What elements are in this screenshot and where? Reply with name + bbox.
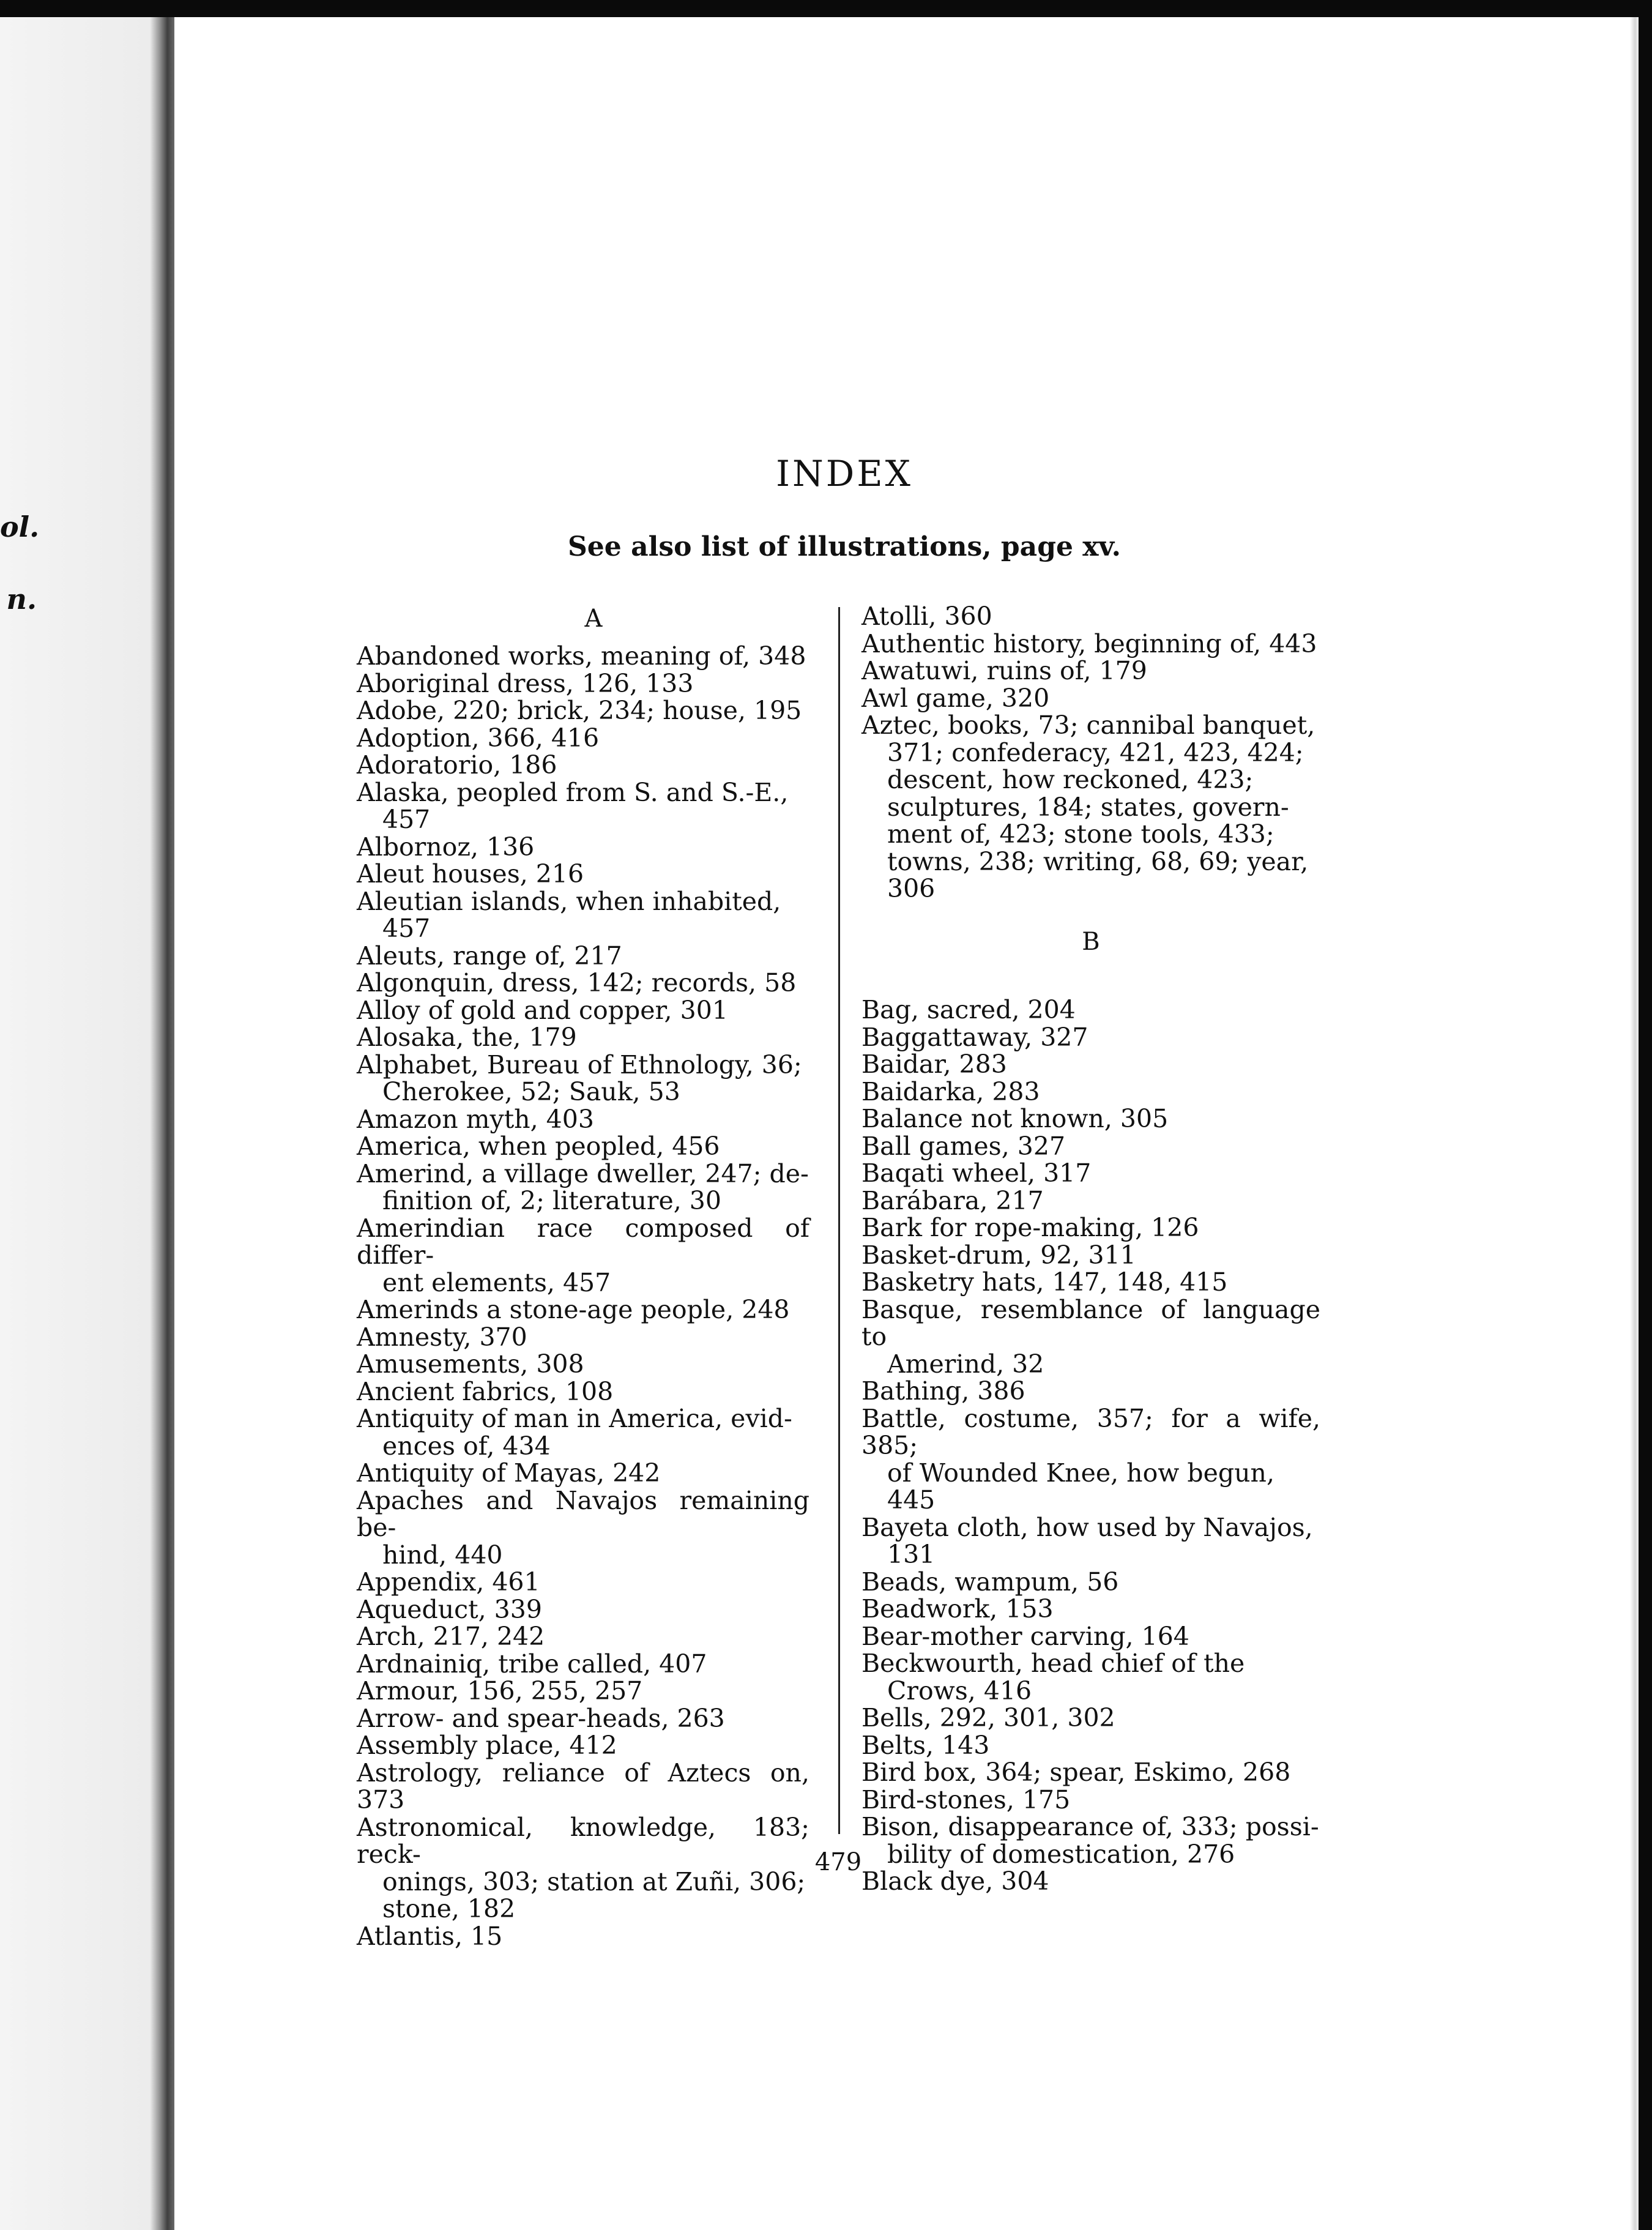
index-entry <box>357 833 809 861</box>
index-entry-line: Beads, wampum, 56 <box>861 1567 1119 1597</box>
index-entry-line: Amusements, 308 <box>357 1349 584 1379</box>
index-entry <box>357 1160 809 1215</box>
index-entry-line: Antiquity of Mayas, 242 <box>357 1458 661 1488</box>
index-column-left <box>357 643 809 1950</box>
facing-page-text-fragment: n. <box>6 583 37 616</box>
index-entry <box>861 1214 1320 1242</box>
index-entry-line: Ancient fabrics, 108 <box>357 1376 614 1406</box>
index-entry-line: Battle, costume, 357; for a wife, 385; <box>861 1403 1320 1460</box>
index-entry <box>861 1160 1320 1187</box>
index-entry-line: Aleut houses, 216 <box>357 859 584 889</box>
index-entry-line: Arch, 217, 242 <box>357 1622 545 1651</box>
index-entry <box>861 685 1320 712</box>
index-entry-line: Appendix, 461 <box>357 1567 540 1597</box>
index-entry <box>861 1704 1320 1732</box>
index-entry <box>357 697 809 725</box>
index-entry <box>357 1106 809 1133</box>
index-entry <box>861 1242 1320 1269</box>
index-entry-line: Atolli, 360 <box>861 602 992 631</box>
index-entry-line: Bear-mother carving, 164 <box>861 1621 1189 1651</box>
page-subtitle: See also list of illustrations, page xv. <box>568 531 1121 562</box>
index-entry-line: Baidarka, 283 <box>861 1076 1040 1106</box>
index-entry-line: Algonquin, dress, 142; records, 58 <box>357 968 797 998</box>
index-entry <box>861 1595 1320 1623</box>
index-entry <box>861 1813 1320 1868</box>
index-entry <box>861 1623 1320 1650</box>
index-entry-line: Alosaka, the, 179 <box>357 1023 577 1052</box>
index-entry <box>357 725 809 752</box>
index-entry <box>861 1759 1320 1786</box>
index-entry-line: Antiquity of man in America, evid- <box>357 1404 792 1433</box>
index-entry <box>861 1786 1320 1814</box>
index-entry-line: Aboriginal dress, 126, 133 <box>357 668 694 698</box>
index-entry-line: Astrology, reliance of Aztecs on, 373 <box>357 1758 809 1814</box>
index-entry-line: Alaska, peopled from S. and S.-E., <box>357 777 789 807</box>
index-entry <box>861 1378 1320 1405</box>
index-entry-line: Adoption, 366, 416 <box>357 723 600 753</box>
index-entry <box>861 1024 1320 1051</box>
index-entry-line: Beadwork, 153 <box>861 1594 1054 1624</box>
index-entry <box>861 1078 1320 1106</box>
index-entry-line: Awl game, 320 <box>861 683 1050 713</box>
index-entry <box>357 942 809 970</box>
index-entry-continuation: 306 <box>887 874 936 903</box>
index-entry <box>357 1759 809 1814</box>
index-entry <box>861 1105 1320 1133</box>
index-entry-line: Armour, 156, 255, 257 <box>357 1676 643 1706</box>
index-entry-continuation: 371; confederacy, 421, 423, 424; <box>887 737 1304 767</box>
page-title: INDEX <box>776 453 913 494</box>
index-entry-line: Bathing, 386 <box>861 1376 1025 1406</box>
index-entry <box>357 1677 809 1705</box>
index-entry-line: Ball games, 327 <box>861 1131 1066 1161</box>
index-entry-line: Assembly place, 412 <box>357 1731 617 1760</box>
index-entry <box>357 997 809 1024</box>
column-divider <box>838 607 840 1834</box>
index-entry <box>861 603 1320 630</box>
index-entry <box>861 1296 1320 1378</box>
index-entry-line: Ardnainiq, tribe called, 407 <box>357 1649 707 1679</box>
index-entry-line: Bark for rope-making, 126 <box>861 1213 1199 1242</box>
index-entry-line: Baggattaway, 327 <box>861 1022 1088 1052</box>
index-entry-continuation: Crows, 416 <box>887 1676 1032 1706</box>
index-entry-line: Belts, 143 <box>861 1730 990 1760</box>
index-entry-line: America, when peopled, 456 <box>357 1132 720 1161</box>
index-entry-continuation: 445 <box>887 1485 936 1515</box>
index-entry-line: Aqueduct, 339 <box>357 1594 542 1624</box>
index-entry <box>861 1514 1320 1568</box>
index-entry <box>357 1405 809 1460</box>
index-entry-line: Barábara, 217 <box>861 1185 1044 1215</box>
index-entry-continuation: finition of, 2; literature, 30 <box>382 1186 721 1215</box>
index-entry <box>357 888 809 942</box>
index-entry <box>357 1460 809 1487</box>
index-entry-line: Baidar, 283 <box>861 1050 1007 1079</box>
index-entry <box>357 1024 809 1051</box>
index-entry-continuation: 457 <box>382 914 431 943</box>
index-entry-line: Aleutian islands, when inhabited, <box>357 886 781 916</box>
index-entry <box>357 1923 809 1950</box>
index-entry <box>861 657 1320 685</box>
scan-top-border <box>0 0 1652 17</box>
index-column-right-b <box>861 996 1320 1895</box>
section-letter-b: B <box>1082 928 1100 956</box>
index-entry-continuation: ent elements, 457 <box>382 1267 611 1297</box>
index-entry-line: Amerinds a stone-age people, 248 <box>357 1295 790 1324</box>
index-entry <box>861 1051 1320 1078</box>
index-entry-line: Bells, 292, 301, 302 <box>861 1703 1115 1732</box>
index-entry-line: Bag, sacred, 204 <box>861 995 1076 1024</box>
index-entry-continuation: ment of, 423; stone tools, 433; <box>887 819 1274 849</box>
index-entry <box>861 630 1320 658</box>
index-entry-line: Astronomical, knowledge, 183; reck- <box>357 1812 809 1869</box>
index-entry-continuation: sculptures, 184; states, govern- <box>887 792 1289 822</box>
index-entry <box>861 1269 1320 1296</box>
index-entry <box>357 751 809 779</box>
index-entry-line: Aleuts, range of, 217 <box>357 941 622 971</box>
index-entry <box>357 1732 809 1759</box>
scan-right-border <box>1639 0 1652 2230</box>
index-entry-line: Balance not known, 305 <box>861 1104 1169 1133</box>
index-entry <box>357 779 809 833</box>
page-right-edge <box>1630 17 1639 2230</box>
index-entry-line: Bird box, 364; spear, Eskimo, 268 <box>861 1758 1291 1787</box>
index-entry-continuation: hind, 440 <box>382 1540 503 1570</box>
index-entry <box>357 670 809 698</box>
index-entry <box>861 1732 1320 1759</box>
index-entry-continuation: towns, 238; writing, 68, 69; year, <box>887 846 1309 876</box>
index-entry <box>861 1650 1320 1704</box>
index-entry <box>357 1296 809 1324</box>
index-entry <box>357 1051 809 1106</box>
index-entry <box>357 1596 809 1624</box>
index-entry-line: Baqati wheel, 317 <box>861 1158 1092 1188</box>
index-entry <box>861 996 1320 1024</box>
index-entry-continuation: ences of, 434 <box>382 1431 551 1461</box>
index-entry <box>357 1623 809 1650</box>
index-entry <box>357 1133 809 1160</box>
index-entry-line: Beckwourth, head chief of the <box>861 1649 1245 1678</box>
index-entry <box>357 1487 809 1569</box>
index-entry-line: Adoratorio, 186 <box>357 750 557 780</box>
index-entry-continuation: 131 <box>887 1540 936 1569</box>
index-entry <box>357 1650 809 1678</box>
index-entry <box>357 1568 809 1596</box>
index-entry-line: Basket-drum, 92, 311 <box>861 1240 1136 1270</box>
index-entry-continuation: descent, how reckoned, 423; <box>887 765 1254 794</box>
page-number: 479 <box>814 1848 862 1876</box>
index-column-right-a <box>861 603 1320 903</box>
index-entry-line: Atlantis, 15 <box>357 1921 503 1951</box>
index-entry <box>861 1187 1320 1215</box>
index-entry-continuation: onings, 303; station at Zuñi, 306; <box>382 1866 806 1896</box>
index-entry-line: Bayeta cloth, how used by Navajos, <box>861 1512 1313 1542</box>
index-entry-continuation: Amerind, 32 <box>887 1349 1044 1379</box>
index-entry-continuation: 457 <box>382 805 431 834</box>
index-entry <box>861 1568 1320 1596</box>
index-entry-line: Amazon myth, 403 <box>357 1104 594 1134</box>
index-entry <box>357 860 809 888</box>
index-entry-line: Apaches and Navajos remaining be- <box>357 1485 809 1542</box>
index-entry <box>357 1705 809 1732</box>
facing-page-text-fragment: ol. <box>0 510 40 543</box>
index-entry-line: Abandoned works, meaning of, 348 <box>357 641 806 671</box>
index-entry-line: Amnesty, 370 <box>357 1322 527 1352</box>
index-entry <box>357 1814 809 1923</box>
index-entry-line: Basque, resemblance of language to <box>861 1294 1320 1351</box>
index-entry-line: Basketry hats, 147, 148, 415 <box>861 1267 1228 1297</box>
index-entry-line: Adobe, 220; brick, 234; house, 195 <box>357 696 802 725</box>
index-entry <box>357 1351 809 1378</box>
index-entry <box>357 1215 809 1297</box>
facing-page-edge <box>0 17 174 2230</box>
index-entry <box>861 1868 1320 1895</box>
index-entry-line: Amerind, a village dweller, 247; de- <box>357 1158 809 1188</box>
index-entry-continuation: bility of domestication, 276 <box>887 1839 1235 1869</box>
index-entry <box>357 1324 809 1351</box>
index-entry-line: Amerindian race composed of differ- <box>357 1213 809 1270</box>
index-entry <box>357 643 809 670</box>
index-entry <box>861 712 1320 903</box>
index-entry-continuation: of Wounded Knee, how begun, <box>887 1458 1274 1488</box>
index-entry <box>861 1133 1320 1160</box>
index-entry <box>861 1405 1320 1514</box>
index-entry-line: Authentic history, beginning of, 443 <box>861 628 1317 658</box>
index-entry-continuation: Cherokee, 52; Sauk, 53 <box>382 1077 680 1106</box>
index-entry-line: Arrow- and spear-heads, 263 <box>357 1703 725 1733</box>
index-entry-line: Alloy of gold and copper, 301 <box>357 995 728 1025</box>
index-entry-line: Bird-stones, 175 <box>861 1784 1071 1814</box>
index-entry-continuation: stone, 182 <box>382 1894 516 1923</box>
index-entry <box>357 969 809 997</box>
index-entry-line: Albornoz, 136 <box>357 832 535 862</box>
index-entry-line: Awatuwi, ruins of, 179 <box>861 656 1147 685</box>
index-entry <box>357 1378 809 1406</box>
index-entry-line: Aztec, books, 73; cannibal banquet, <box>861 710 1315 740</box>
index-entry-line: Alphabet, Bureau of Ethnology, 36; <box>357 1050 802 1080</box>
section-letter-a: A <box>584 605 603 633</box>
index-entry-line: Black dye, 304 <box>861 1866 1049 1896</box>
index-entry-line: Bison, disappearance of, 333; possi- <box>861 1812 1319 1841</box>
